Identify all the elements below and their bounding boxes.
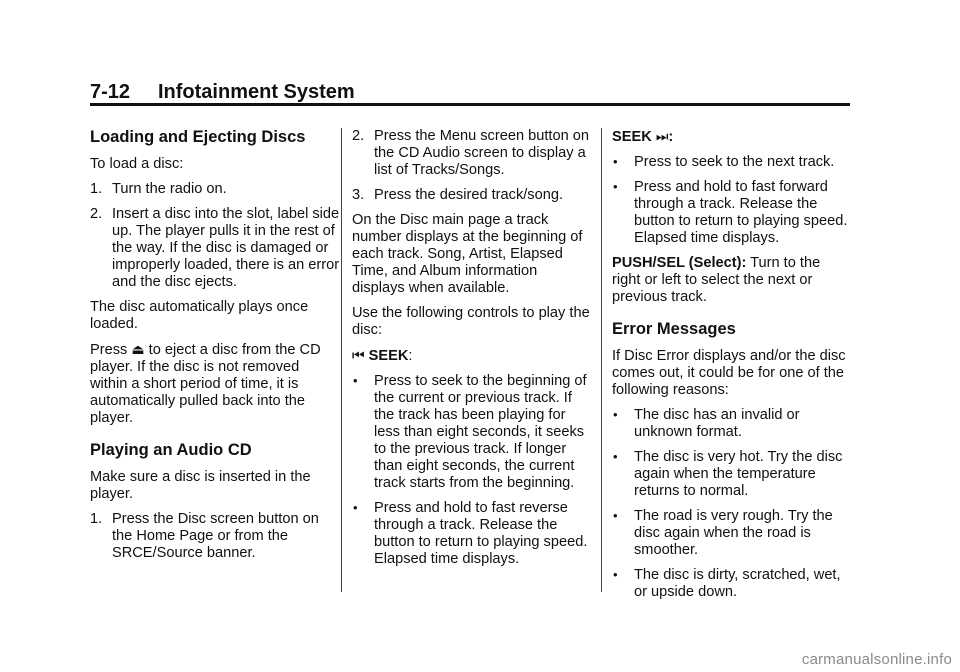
page-header <box>90 81 850 105</box>
paragraph-error: If Disc Error displays and/or the disc comes out, it could be for one of the following reasons: <box>612 348 846 398</box>
bullet-text: The disc is dirty, scratched, wet, or upside down. <box>634 567 841 600</box>
push-select-label: PUSH/SEL (Select): <box>612 255 747 271</box>
page-number: 7-12 <box>90 81 131 103</box>
list-item <box>352 500 592 568</box>
step-number: 1. <box>90 511 103 527</box>
list-item <box>612 407 852 441</box>
step-number: 1. <box>90 181 103 197</box>
bullet-icon: • <box>353 500 358 515</box>
step-text: Press the desired track/song. <box>374 187 563 203</box>
list-item <box>90 206 340 291</box>
list-item <box>352 128 592 179</box>
list-item <box>612 508 852 559</box>
colon: : <box>668 129 674 145</box>
step-text: Insert a disc into the slot, label side up. The player pulls it in the rest of the way. If the disc is damaged or improperly loaded, there is an error and the disc ejects. <box>112 206 340 290</box>
section-title: Infotainment System <box>158 81 355 103</box>
bullet-text: Press to seek to the next track. <box>634 154 835 170</box>
list-item <box>352 373 592 492</box>
seek-forward-icon: ⏭ <box>655 128 669 144</box>
paragraph-auto-play: The disc automatically plays once loaded. <box>90 299 309 332</box>
bullet-text: Press and hold to fast reverse through a track. Release the button to return to playing speed. Elapsed time displays. <box>374 500 588 567</box>
step-number: 2. <box>352 128 365 144</box>
list-item <box>352 187 592 204</box>
seek-back-icon: ⏮ <box>352 347 365 363</box>
list-item <box>90 511 340 562</box>
bullet-text: The disc has an invalid or unknown format. <box>634 407 800 440</box>
paragraph-eject <box>90 341 340 427</box>
bullet-icon: • <box>353 373 358 388</box>
bullet-icon: • <box>613 407 618 422</box>
list-item <box>612 567 852 601</box>
step-text: Press the Disc screen button on the Home Page or from the SRCE/Source banner. <box>112 511 319 561</box>
column-1 <box>90 128 340 570</box>
column-divider-1 <box>341 128 342 592</box>
step-number: 3. <box>352 187 365 203</box>
bullet-icon: • <box>613 508 618 523</box>
bullet-icon: • <box>613 154 618 169</box>
seek-forward-label <box>612 128 852 146</box>
seek-forward-text: SEEK <box>612 129 652 145</box>
paragraph-make-sure: Make sure a disc is inserted in the player. <box>90 469 311 502</box>
step-text: Press the Menu screen button on the CD Audio screen to display a list of Tracks/Songs. <box>374 128 589 178</box>
list-item <box>90 181 340 198</box>
bullet-text: Press to seek to the beginning of the current or previous track. If the track has been playing for less than eight seconds, it seeks to the previous track. If longer than eight seconds, the current track starts from the beginning. <box>374 373 587 491</box>
header-rule <box>90 103 850 106</box>
watermark: carmanualsonline.info <box>801 651 952 668</box>
bullet-text: The road is very rough. Try the disc again when the road is smoother. <box>634 508 833 558</box>
press-text: Press <box>90 342 128 358</box>
bullet-text: The disc is very hot. Try the disc again when the temperature returns to normal. <box>634 449 843 499</box>
seek-back-text: SEEK <box>368 348 409 364</box>
colon: : <box>408 348 413 364</box>
list-item <box>612 449 852 500</box>
heading-playing-audio-cd: Playing an Audio CD <box>90 441 252 459</box>
paragraph-to-load: To load a disc: <box>90 156 184 172</box>
bullet-icon: • <box>613 179 618 194</box>
bullet-icon: • <box>613 567 618 582</box>
seek-back-label <box>352 347 592 365</box>
paragraph-push-select <box>612 255 852 306</box>
eject-text: to eject a disc from the CD player. If the disc is not removed within a short period of time, it is automatically pulled back into the player. <box>90 342 321 426</box>
bullet-icon: • <box>613 449 618 464</box>
list-item <box>612 179 852 247</box>
step-number: 2. <box>90 206 103 222</box>
heading-error-messages: Error Messages <box>612 320 736 338</box>
column-divider-2 <box>601 128 602 592</box>
heading-loading-ejecting: Loading and Ejecting Discs <box>90 128 306 146</box>
column-2 <box>352 128 592 576</box>
push-select-text: Turn to the right or left to select the next or previous track. <box>612 255 821 305</box>
paragraph-use-controls: Use the following controls to play the disc: <box>352 305 590 338</box>
list-item <box>612 154 852 171</box>
paragraph-main-page: On the Disc main page a track number displays at the beginning of each track. Song, Artist, Elapsed Time, and Album information displays when available. <box>352 212 583 296</box>
bullet-text: Press and hold to fast forward through a track. Release the button to return to playing speed. Elapsed time displays. <box>634 179 848 246</box>
step-text: Turn the radio on. <box>112 181 227 197</box>
column-3 <box>612 128 852 609</box>
eject-icon: ⏏ <box>131 341 145 357</box>
